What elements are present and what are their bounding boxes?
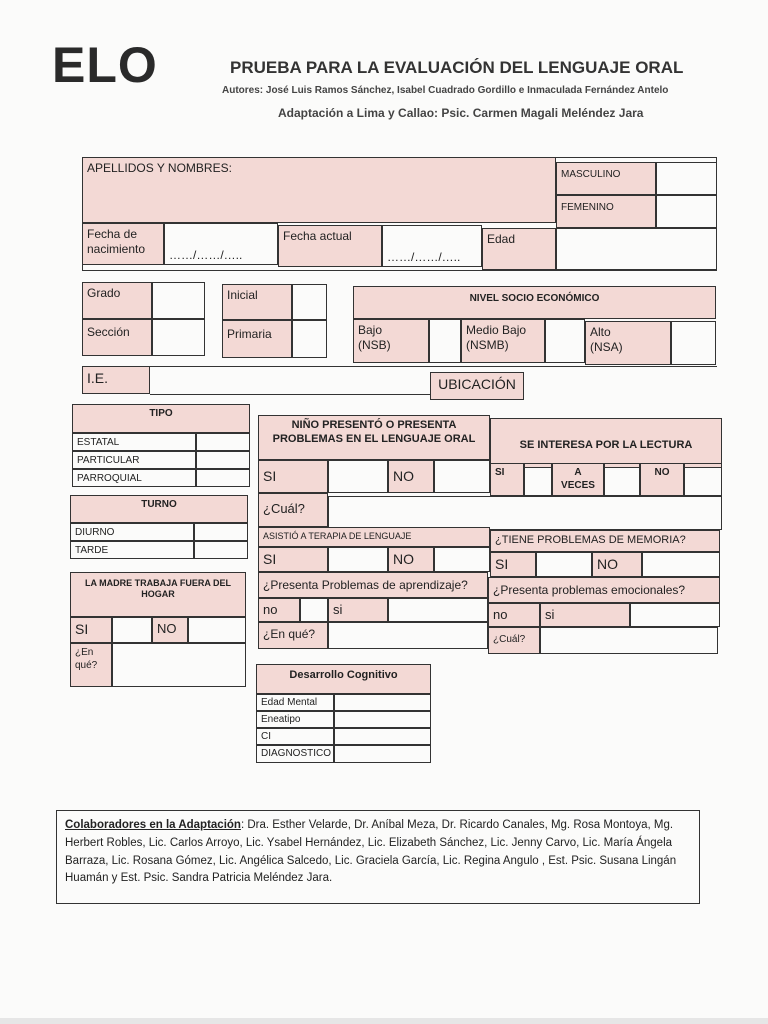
madre-where-label: ¿En qué? [70,643,112,687]
emotional-which-field[interactable] [540,627,718,654]
current-date-field[interactable]: ……/……/….. [382,225,482,267]
collaborators-text: : Dra. Esther Velarde, Dr. Aníbal Meza, Dr. Ricardo Canales, Mg. Rosa Montoya, Mg. Herbert Robles, Lic. Carlos Arroyo, Lic. Ysabel Hernández, Lic. Elizabeth Sánchez, Lic. Jenny Carvo, Lic. María Ángela Barraza, Lic. Rosana Gómez, Lic. Angélica Salcedo, Lic. Graciela García, Lic. Regina Angulo , Est. Psic. Susana Lingán Huamán y Est. Psic. Sandra Patricia Meléndez Jara. [65,819,677,885]
reading-yes-label: SI [490,463,524,496]
which-label: ¿Cuál? [258,493,328,527]
turno-diurno: DIURNO [70,523,194,541]
madre-title: LA MADRE TRABAJA FUERA DEL HOGAR [70,572,246,617]
memory-no-checkbox[interactable] [642,552,720,577]
oral-problems-title: NIÑO PRESENTÓ O PRESENTA PROBLEMAS EN EL LENGUAJE ORAL [258,415,490,460]
reading-interest-title: SE INTERESA POR LA LECTURA [490,418,722,468]
oral-no-checkbox[interactable] [434,460,490,493]
madre-no-checkbox[interactable] [188,617,246,643]
madre-yes-checkbox[interactable] [112,617,152,643]
memory-no-label: NO [592,552,642,577]
reading-yes-checkbox[interactable] [524,463,552,496]
reading-no-checkbox[interactable] [684,463,722,496]
madre-yes-label: SI [70,617,112,643]
ie-label: I.E. [82,366,150,394]
nse-high-label: Alto (NSA) [585,321,671,365]
age-field[interactable] [556,228,717,270]
oral-yes-checkbox[interactable] [328,460,388,493]
cognitive-diagnosis-field[interactable] [334,745,431,763]
collaborators-label: Colaboradores en la Adaptación [65,819,241,831]
section-label: Sección [82,319,152,356]
reading-sometimes-checkbox[interactable] [604,463,640,496]
tipo-particular: PARTICULAR [72,451,196,469]
learning-yes-field[interactable] [388,598,488,622]
therapy-yes-checkbox[interactable] [328,547,388,572]
tipo-parroquial-checkbox[interactable] [196,469,250,487]
turno-tarde-checkbox[interactable] [194,541,248,559]
grade-label: Grado [82,282,152,319]
therapy-yes-label: SI [258,547,328,572]
cognitive-eneatipo-field[interactable] [334,711,431,728]
cognitive-ci-field[interactable] [334,728,431,745]
madre-where-field[interactable] [112,643,246,687]
emotional-title: ¿Presenta problemas emocionales? [488,577,720,603]
nse-mid-low-checkbox[interactable] [545,319,585,363]
location-label: UBICACIÓN [430,372,524,400]
ie-line-top [150,366,717,367]
memory-yes-checkbox[interactable] [536,552,592,577]
tipo-estatal: ESTATAL [72,433,196,451]
primary-label: Primaria [222,320,292,358]
authors-line: Autores: José Luis Ramos Sánchez, Isabel Cuadrado Gordillo e Inmaculada Fernández Antelo [222,85,669,96]
tipo-particular-checkbox[interactable] [196,451,250,469]
birth-date-label: Fecha de nacimiento [82,223,164,265]
emotional-yes-label: si [540,603,630,627]
cognitive-diagnosis: DIAGNOSTICO [256,745,334,763]
madre-no-label: NO [152,617,188,643]
oral-no-label: NO [388,460,434,493]
cognitive-title: Desarrollo Cognitivo [256,664,431,694]
nse-low-checkbox[interactable] [429,319,461,363]
reading-sometimes-label: A VECES [552,463,604,496]
tipo-estatal-checkbox[interactable] [196,433,250,451]
collaborators-box [56,810,700,904]
logo: ELO [52,37,158,93]
female-checkbox[interactable] [656,195,717,228]
birth-date-field[interactable]: ……/……/….. [164,223,278,265]
tipo-title: TIPO [72,404,250,433]
ie-line-bottom[interactable] [150,394,430,395]
grade-field[interactable] [152,282,205,319]
therapy-no-checkbox[interactable] [434,547,490,572]
tipo-parroquial: PARROQUIAL [72,469,196,487]
reading-no-label: NO [640,463,684,496]
nse-title: NIVEL SOCIO ECONÓMICO [353,286,716,319]
learning-yes-label: si [328,598,388,622]
male-checkbox[interactable] [656,162,717,195]
memory-yes-label: SI [490,552,536,577]
primary-checkbox[interactable] [292,320,327,358]
current-date-label: Fecha actual [278,225,382,267]
initial-checkbox[interactable] [292,284,327,320]
emotional-yes-field[interactable] [630,603,720,627]
scan-edge [0,1018,768,1024]
memory-title: ¿TIENE PROBLEMAS DE MEMORIA? [490,530,720,552]
oral-yes-label: SI [258,460,328,493]
turno-diurno-checkbox[interactable] [194,523,248,541]
learning-no-label: no [258,598,300,622]
emotional-which-label: ¿Cuál? [488,627,540,654]
therapy-title: ASISTIÓ A TERAPIA DE LENGUAJE [258,527,490,547]
learning-no-checkbox[interactable] [300,598,328,622]
names-label: APELLIDOS Y NOMBRES: [82,157,556,223]
initial-label: Inicial [222,284,292,320]
learning-title: ¿Presenta Problemas de aprendizaje? [258,572,488,598]
adaptation-line: Adaptación a Lima y Callao: Psic. Carmen Magali Meléndez Jara [278,106,644,120]
form-title: PRUEBA PARA LA EVALUACIÓN DEL LENGUAJE ORAL [230,58,684,77]
emotional-no-label: no [488,603,540,627]
which-field[interactable] [328,496,722,530]
cognitive-ci: CI [256,728,334,745]
cognitive-mental-age: Edad Mental [256,694,334,711]
turno-title: TURNO [70,495,248,523]
section-field[interactable] [152,319,205,356]
female-label: FEMENINO [556,195,656,228]
cognitive-eneatipo: Eneatipo [256,711,334,728]
nse-mid-low-label: Medio Bajo (NSMB) [461,319,545,363]
nse-low-label: Bajo (NSB) [353,319,429,363]
nse-high-checkbox[interactable] [671,321,716,365]
therapy-no-label: NO [388,547,434,572]
turno-tarde: TARDE [70,541,194,559]
age-label: Edad [482,228,556,270]
learning-in-what-label: ¿En qué? [258,622,328,649]
male-label: MASCULINO [556,162,656,195]
cognitive-mental-age-field[interactable] [334,694,431,711]
learning-in-what-field[interactable] [328,622,488,649]
